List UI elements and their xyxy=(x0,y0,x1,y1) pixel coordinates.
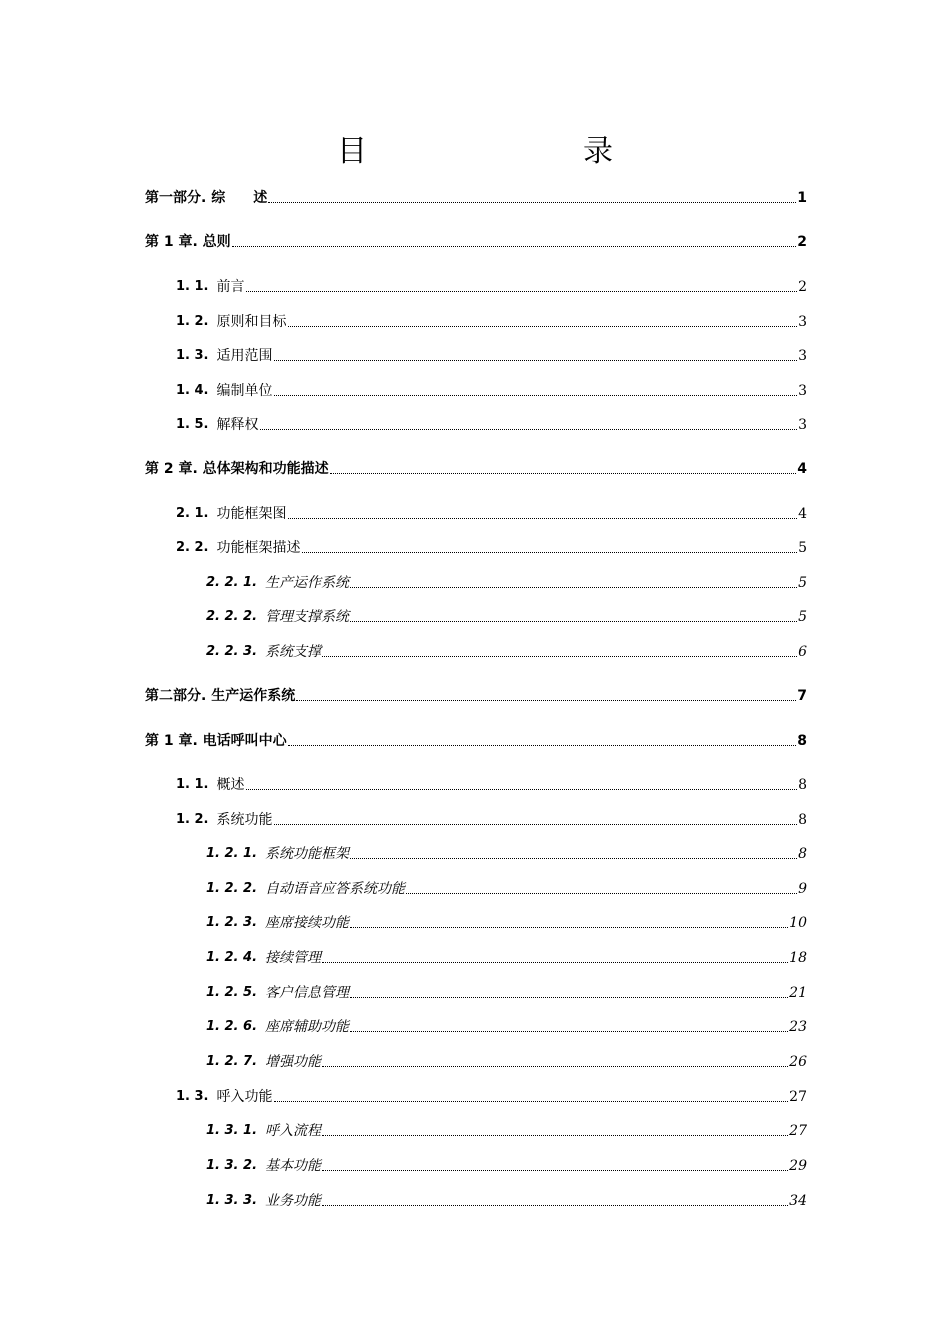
toc-entry-page-number: 3 xyxy=(798,417,807,433)
toc-entry-number: 2. 2. xyxy=(176,540,209,555)
toc-entry[interactable] xyxy=(206,875,807,899)
toc-entry-page-number: 8 xyxy=(798,777,807,793)
toc-entry-page-number: 5 xyxy=(798,609,807,625)
toc-entry[interactable] xyxy=(145,184,807,208)
page-title: 目 录 xyxy=(337,134,665,169)
toc-entry-number: 1. 2. 6. xyxy=(206,1019,258,1034)
toc-entry-title: 座席辅助功能 xyxy=(265,1019,350,1035)
toc-entry-page-number: 4 xyxy=(798,506,807,522)
toc-entry[interactable] xyxy=(176,771,807,795)
toc-entry-page-number: 3 xyxy=(798,314,807,330)
toc-entry-page-number: 6 xyxy=(798,644,807,660)
toc-entry-title: 管理支撑系统 xyxy=(265,609,350,625)
dot-leader xyxy=(322,656,797,657)
toc-entry-title: 呼入流程 xyxy=(265,1123,322,1139)
toc-entry-page-number: 18 xyxy=(789,950,807,966)
toc-entry[interactable] xyxy=(176,411,807,435)
toc-entry[interactable] xyxy=(206,603,807,627)
toc-entry-page-number: 1 xyxy=(797,190,807,206)
toc-entry[interactable] xyxy=(176,500,807,524)
toc-entry-title: 解释权 xyxy=(216,417,259,433)
toc-entry[interactable] xyxy=(206,569,807,593)
toc-entry-title: 客户信息管理 xyxy=(265,985,350,1001)
dot-leader xyxy=(350,1031,788,1032)
dot-leader xyxy=(274,1101,789,1102)
toc-entry-page-number: 29 xyxy=(789,1158,807,1174)
toc-entry[interactable] xyxy=(206,979,807,1003)
dot-leader xyxy=(288,326,798,327)
dot-leader xyxy=(322,1170,788,1171)
toc-entry[interactable] xyxy=(206,1187,807,1211)
dot-leader xyxy=(322,1205,788,1206)
toc-entry-number: 1. 2. 1. xyxy=(206,846,258,861)
dot-leader xyxy=(288,518,798,519)
dot-leader xyxy=(350,621,797,622)
toc-entry[interactable] xyxy=(206,840,807,864)
toc-entry-page-number: 27 xyxy=(789,1123,807,1139)
dot-leader xyxy=(268,202,796,203)
toc-entry-number: 1. 2. xyxy=(176,812,209,827)
dot-leader xyxy=(274,360,798,361)
toc-entry-page-number: 8 xyxy=(798,846,807,862)
toc-entry[interactable] xyxy=(145,727,807,751)
toc-entry[interactable] xyxy=(206,1013,807,1037)
dot-leader xyxy=(350,997,788,998)
toc-entry-title: 系统支撑 xyxy=(265,644,322,660)
dot-leader xyxy=(406,893,797,894)
toc-entry-number: 1. 2. xyxy=(176,314,209,329)
toc-entry-title: 生产运作系统 xyxy=(265,575,350,591)
toc-entry[interactable] xyxy=(145,682,807,706)
toc-entry-title: 功能框架图 xyxy=(216,506,287,522)
toc-entry[interactable] xyxy=(176,377,807,401)
toc-entry-number: 1. 3. 1. xyxy=(206,1123,258,1138)
toc-entry-page-number: 26 xyxy=(789,1054,807,1070)
toc-entry-page-number: 21 xyxy=(789,985,807,1001)
toc-entry-title: 第 1 章. 总则 xyxy=(145,234,231,250)
toc-entry-number: 1. 3. xyxy=(176,1089,209,1104)
toc-entry[interactable] xyxy=(145,228,807,252)
toc-entry-number: 2. 2. 3. xyxy=(206,644,258,659)
toc-entry-page-number: 8 xyxy=(797,733,807,749)
toc-entry-title: 呼入功能 xyxy=(216,1089,273,1105)
toc-entry-title: 增强功能 xyxy=(265,1054,322,1070)
toc-entry-title: 功能框架描述 xyxy=(216,540,301,556)
toc-entry-page-number: 8 xyxy=(798,812,807,828)
toc-entry-page-number: 5 xyxy=(798,540,807,556)
toc-entry-title: 前言 xyxy=(216,279,245,295)
dot-leader xyxy=(350,858,797,859)
toc-entry-title: 适用范围 xyxy=(216,348,273,364)
toc-entry[interactable] xyxy=(206,944,807,968)
toc-entry[interactable] xyxy=(206,1048,807,1072)
toc-entry-number: 1. 3. 3. xyxy=(206,1193,258,1208)
toc-entry-number: 1. 5. xyxy=(176,417,209,432)
toc-entry[interactable] xyxy=(176,273,807,297)
toc-entry-page-number: 5 xyxy=(798,575,807,591)
dot-leader xyxy=(274,824,798,825)
toc-entry-number: 1. 2. 7. xyxy=(206,1054,258,1069)
toc-entry[interactable] xyxy=(206,1152,807,1176)
toc-entry-number: 1. 1. xyxy=(176,279,209,294)
dot-leader xyxy=(322,1066,788,1067)
toc-entry-number: 1. 4. xyxy=(176,383,209,398)
toc-entry[interactable] xyxy=(206,638,807,662)
toc-entry-number: 1. 2. 2. xyxy=(206,881,258,896)
toc-entry-title: 概述 xyxy=(216,777,245,793)
toc-entry-title: 自动语音应答系统功能 xyxy=(265,881,406,897)
dot-leader xyxy=(322,962,788,963)
toc-entry-title: 原则和目标 xyxy=(216,314,287,330)
dot-leader xyxy=(232,246,797,247)
toc-entry-number: 1. 2. 4. xyxy=(206,950,258,965)
toc-entry-number: 2. 2. 1. xyxy=(206,575,258,590)
toc-entry[interactable] xyxy=(206,1117,807,1141)
toc-entry-page-number: 3 xyxy=(798,383,807,399)
toc-entry-title: 业务功能 xyxy=(265,1193,322,1209)
toc-entry-number: 1. 2. 3. xyxy=(206,915,258,930)
dot-leader xyxy=(246,291,798,292)
dot-leader xyxy=(302,552,798,553)
toc-entry[interactable] xyxy=(145,455,807,479)
toc-entry-page-number: 10 xyxy=(789,915,807,931)
toc-entry[interactable] xyxy=(176,308,807,332)
toc-entry-number: 1. 3. 2. xyxy=(206,1158,258,1173)
toc-entry-title: 系统功能框架 xyxy=(265,846,350,862)
toc-entry-title: 第 1 章. 电话呼叫中心 xyxy=(145,733,287,749)
toc-entry-number: 1. 1. xyxy=(176,777,209,792)
toc-entry-title: 第一部分. 综 述 xyxy=(145,190,268,206)
dot-leader xyxy=(260,429,798,430)
toc-entry-title: 系统功能 xyxy=(216,812,273,828)
toc-entry-title: 接续管理 xyxy=(265,950,322,966)
dot-leader xyxy=(274,395,798,396)
dot-leader xyxy=(296,700,796,701)
toc-entry-page-number: 2 xyxy=(797,234,807,250)
dot-leader xyxy=(322,1135,788,1136)
toc-entry-page-number: 27 xyxy=(789,1089,807,1105)
dot-leader xyxy=(350,587,797,588)
dot-leader xyxy=(288,745,797,746)
toc-entry-number: 2. 1. xyxy=(176,506,209,521)
toc-entry-page-number: 4 xyxy=(797,461,807,477)
toc-entry[interactable] xyxy=(176,534,807,558)
toc-entry[interactable] xyxy=(206,909,807,933)
toc-entry-page-number: 34 xyxy=(789,1193,807,1209)
toc-entry-title: 第 2 章. 总体架构和功能描述 xyxy=(145,461,329,477)
toc-entry-page-number: 2 xyxy=(798,279,807,295)
toc-entry-page-number: 7 xyxy=(797,688,807,704)
toc-entry-page-number: 23 xyxy=(789,1019,807,1035)
dot-leader xyxy=(350,927,788,928)
toc-entry-title: 编制单位 xyxy=(216,383,273,399)
toc-entry[interactable] xyxy=(176,1083,807,1107)
dot-leader xyxy=(330,473,797,474)
toc-entry-page-number: 9 xyxy=(798,881,807,897)
toc-entry-number: 1. 3. xyxy=(176,348,209,363)
toc-entry[interactable] xyxy=(176,342,807,366)
toc-entry-number: 1. 2. 5. xyxy=(206,985,258,1000)
dot-leader xyxy=(246,789,798,790)
toc-entry-number: 2. 2. 2. xyxy=(206,609,258,624)
toc-entry-title: 座席接续功能 xyxy=(265,915,350,931)
toc-entry-page-number: 3 xyxy=(798,348,807,364)
toc-entry[interactable] xyxy=(176,806,807,830)
toc-entry-title: 基本功能 xyxy=(265,1158,322,1174)
toc-entry-title: 第二部分. 生产运作系统 xyxy=(145,688,296,704)
